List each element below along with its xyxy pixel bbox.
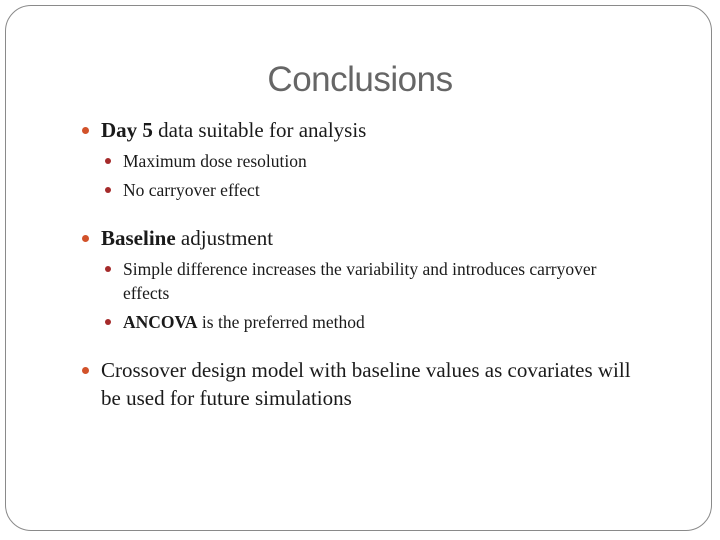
bullet-item	[80, 224, 660, 252]
sub-bullet-dot-icon	[105, 319, 111, 325]
sub-bullet-item	[80, 257, 623, 305]
bullet-item	[80, 356, 646, 412]
sub-bullet-text: Simple difference increases the variability and introduces carryover effects	[123, 259, 597, 303]
sub-bullet-item	[80, 310, 660, 334]
sub-bullet-bold-text: ANCOVA	[123, 312, 198, 332]
sub-bullet-dot-icon	[105, 158, 111, 164]
sub-bullet-item	[80, 178, 660, 202]
sub-bullet-text: Maximum dose resolution	[123, 151, 307, 171]
bullet-dot-icon	[82, 235, 89, 242]
bullet-bold-text: Day 5	[101, 118, 153, 142]
bullet-text: adjustment	[175, 226, 274, 250]
bullet-bold-text: Baseline	[101, 226, 176, 250]
bullet-dot-icon	[82, 367, 89, 374]
sub-bullet-text: is the preferred method	[197, 312, 365, 332]
bullet-item	[80, 116, 660, 144]
sub-bullet-dot-icon	[105, 187, 111, 193]
slide-title: Conclusions	[267, 60, 453, 99]
bullet-text: Crossover design model with baseline values as covariates will be used for future simulations	[101, 358, 631, 410]
bullet-list	[80, 116, 660, 412]
bullet-dot-icon	[82, 127, 89, 134]
bullet-text: data suitable for analysis	[152, 118, 367, 142]
sub-bullet-text: No carryover effect	[123, 180, 260, 200]
sub-bullet-item	[80, 149, 660, 173]
sub-bullet-dot-icon	[105, 266, 111, 272]
